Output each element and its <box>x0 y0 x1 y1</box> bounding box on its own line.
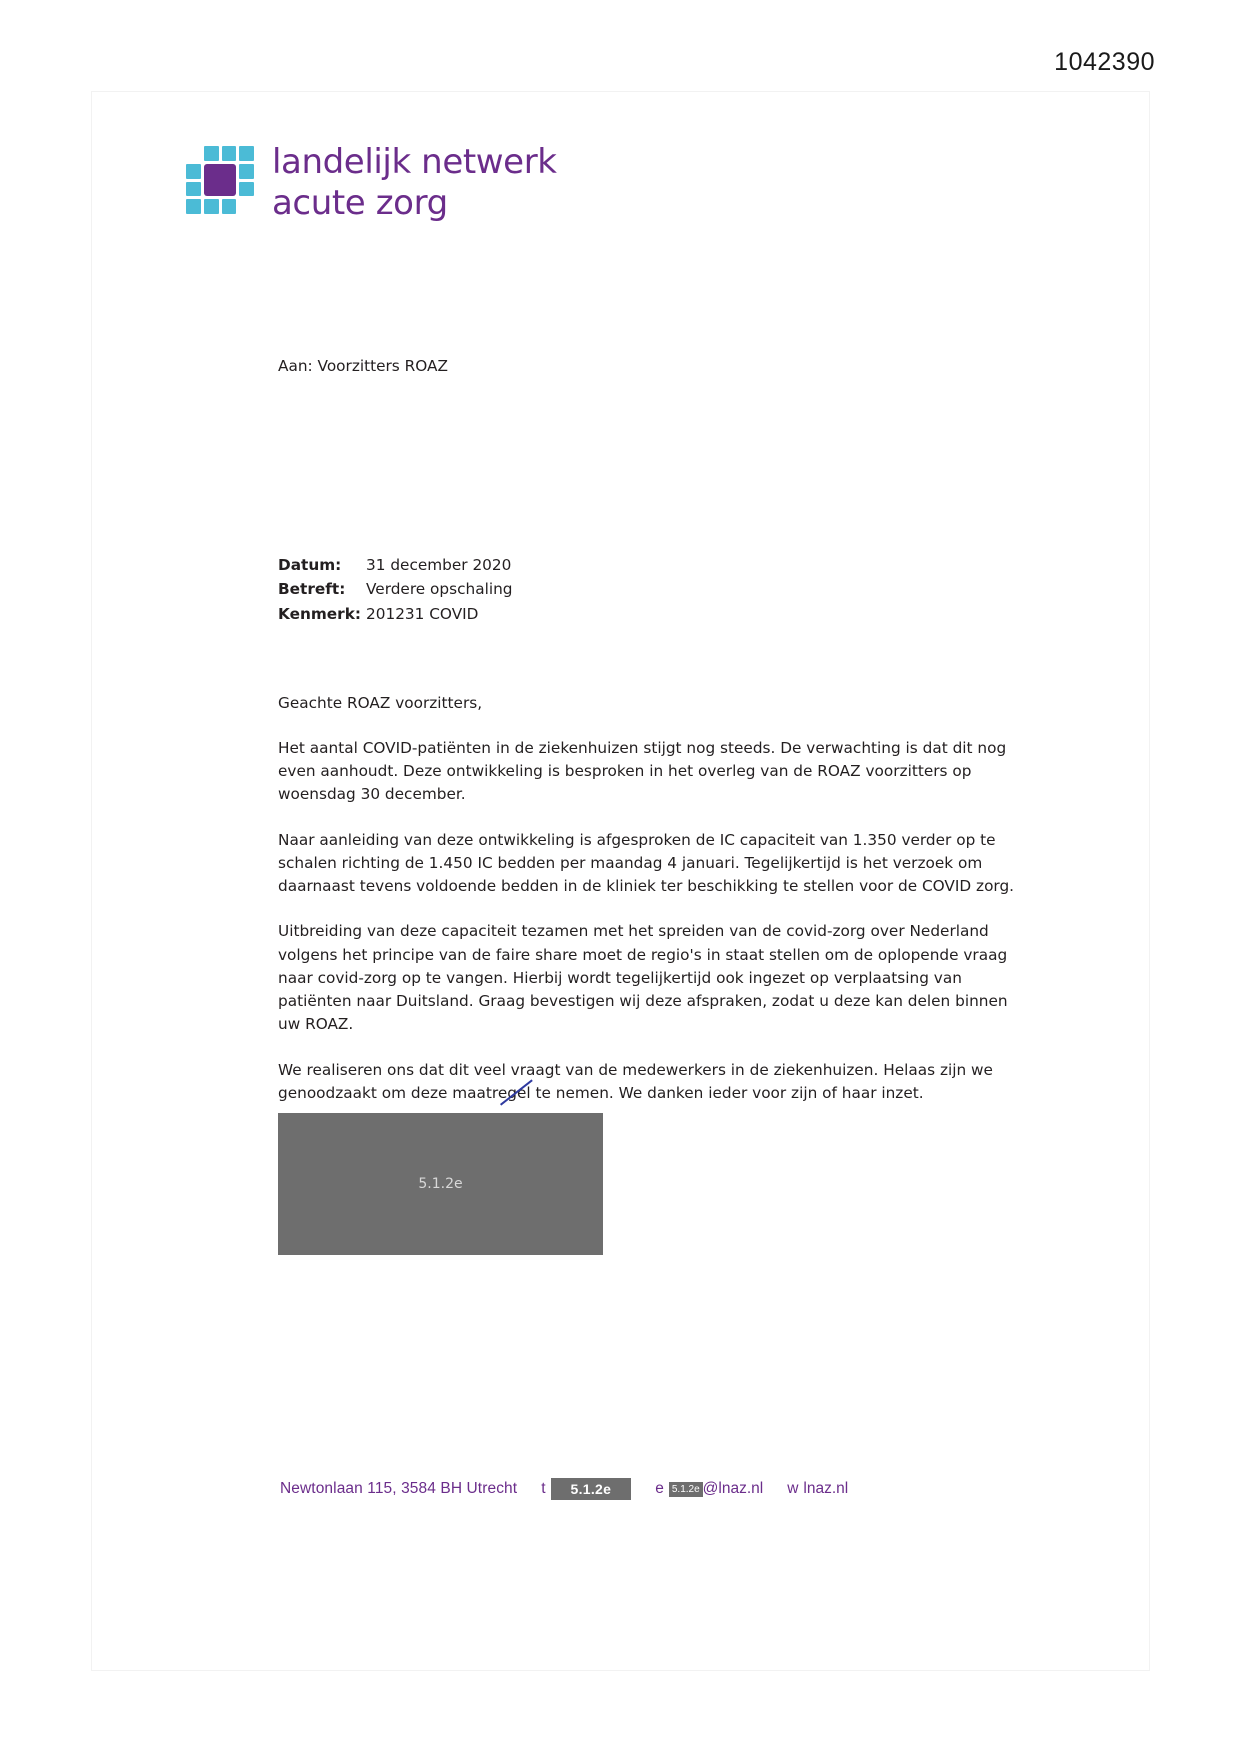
meta-row-date <box>278 553 1018 577</box>
letter-paragraph-4: We realiseren ons dat dit veel vraagt van de medewerkers in de ziekenhuizen. Helaas zijn we genoodzaakt om deze maatregel te nemen. We danken ieder voor zijn of haar inzet. <box>278 1060 993 1102</box>
footer-address: Newtonlaan 115, 3584 BH Utrecht <box>280 1480 518 1497</box>
meta-row-subject <box>278 577 1018 601</box>
meta-row-reference <box>278 602 1018 626</box>
footer-website: lnaz.nl <box>803 1480 849 1497</box>
letter-addressee: Aan: Voorzitters ROAZ <box>278 357 448 375</box>
organization-logo <box>186 142 557 225</box>
logo-line-2: acute zorg <box>272 183 448 224</box>
footer-email-suffix: @lnaz.nl <box>702 1480 764 1497</box>
document-number: 1042390 <box>1054 48 1155 76</box>
email-icon: e <box>655 1480 664 1497</box>
letter-meta <box>278 553 1018 625</box>
letter-paragraph-1: Het aantal COVID-patiënten in de ziekenhuizen stijgt nog steeds. De verwachting is dat dit nog even aanhoudt. Deze ontwikkeling is besproken in het overleg van de ROAZ voorzitters op woensdag 30 december. <box>278 738 1007 804</box>
redaction-email: 5.1.2e <box>669 1482 703 1497</box>
meta-label-date: Datum: <box>278 556 342 575</box>
logo-line-1: landelijk netwerk <box>272 142 557 182</box>
page-footer <box>280 1478 848 1500</box>
redaction-signature-block: 5.1.2e <box>278 1113 603 1255</box>
web-icon: w <box>787 1480 799 1497</box>
meta-label-subject: Betreft: <box>278 580 346 599</box>
meta-value-date: 31 december 2020 <box>366 556 512 575</box>
meta-label-reference: Kenmerk: <box>278 604 361 623</box>
logo-wordmark <box>272 142 557 225</box>
letter-paragraph-2: Naar aanleiding van deze ontwikkeling is afgesproken de IC capaciteit van 1.350 verder op te schalen richting de 1.450 IC bedden per maandag 4 januari. Tegelijkertijd is het verzoek om daarnaast tevens voldoende bedden in de kliniek ter beschikking te stellen voor de COVID zorg. <box>278 830 1015 896</box>
redaction-phone: 5.1.2e <box>551 1478 632 1500</box>
letter-paragraph-3: Uitbreiding van deze capaciteit tezamen met het spreiden van de covid-zorg over Nederland volgens het principe van de faire share moet de regio's in staat stellen om de oplopende vraag naar covid-zorg op te vangen. Hierbij wordt tegelijkertijd ook ingezet op verplaatsing van patiënten naar Duitsland. Graag bevestigen wij deze afspraken, zodat u deze kan delen binnen uw ROAZ. <box>278 922 1008 1034</box>
meta-value-subject: Verdere opschaling <box>366 580 513 599</box>
logo-mark-icon <box>186 146 254 214</box>
letter-body <box>278 355 1018 1180</box>
meta-value-reference: 201231 COVID <box>366 604 479 623</box>
phone-icon: t <box>541 1480 546 1497</box>
letter-salutation: Geachte ROAZ voorzitters, <box>278 693 483 712</box>
